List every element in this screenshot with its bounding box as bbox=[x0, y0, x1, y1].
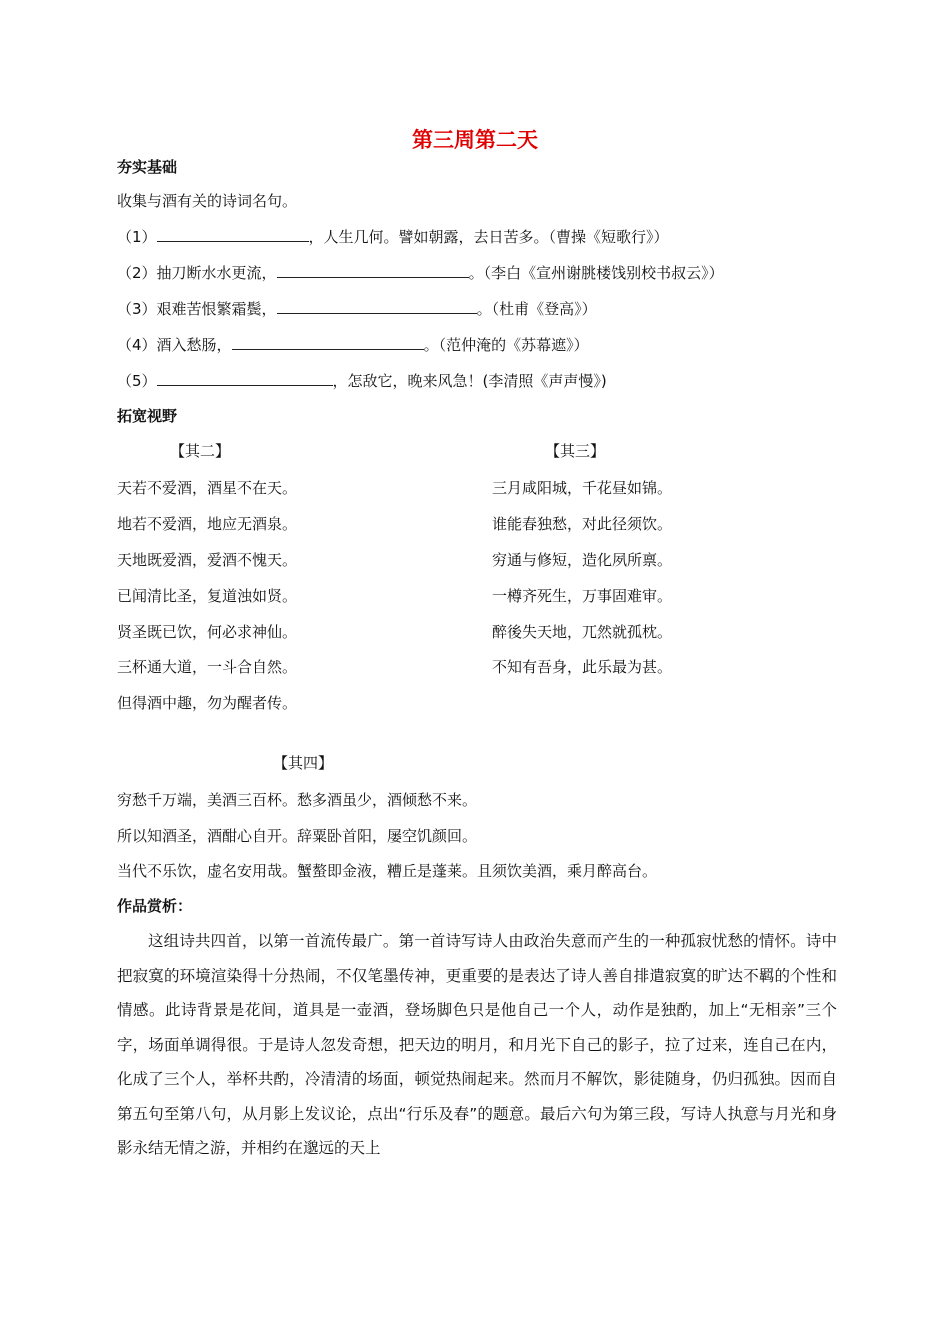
fill-item-4 bbox=[117, 333, 589, 355]
poem4-line: 所以知酒圣，酒酣心自开。辞粟卧首阳，屡空饥颜回。 bbox=[117, 827, 478, 845]
poem2-title: 【其二】 bbox=[170, 442, 231, 460]
poem3-line: 三月咸阳城，千花昼如锦。 bbox=[492, 479, 673, 497]
item-before: 抽刀断水水更流， bbox=[156, 264, 277, 282]
poem2-line: 已闻清比圣，复道浊如贤。 bbox=[117, 587, 298, 605]
item-after: 。（杜甫《登高》） bbox=[476, 300, 597, 318]
fill-item-1 bbox=[117, 225, 669, 247]
poem2-line: 地若不爱酒，地应无酒泉。 bbox=[117, 515, 298, 533]
item-after: ，人生几何。譬如朝露，去日苦多。（曹操《短歌行》） bbox=[308, 228, 669, 246]
poem3-line: 谁能春独愁，对此径须饮。 bbox=[492, 515, 673, 533]
answer-blank-3[interactable] bbox=[277, 297, 477, 314]
item-number: （3） bbox=[117, 300, 157, 318]
poem3-line: 不知有吾身，此乐最为甚。 bbox=[492, 658, 673, 676]
poem3-line: 一樽齐死生，万事固难审。 bbox=[492, 587, 673, 605]
item-after: ，怎敌它，晚来风急！(李清照《声声慢》) bbox=[332, 372, 607, 390]
poem3-line: 醉後失天地，兀然就孤枕。 bbox=[492, 623, 673, 641]
section-heading-broaden: 拓宽视野 bbox=[117, 407, 178, 425]
item-before: 酒入愁肠， bbox=[156, 336, 232, 354]
answer-blank-2[interactable] bbox=[277, 261, 469, 278]
poem3-line: 穷通与修短，造化夙所禀。 bbox=[492, 551, 673, 569]
item-after: 。（范仲淹的《苏幕遮》） bbox=[423, 336, 589, 354]
poem4-line: 当代不乐饮，虚名安用哉。蟹螯即金液，糟丘是蓬莱。且须饮美酒，乘月醉高台。 bbox=[117, 862, 658, 880]
page-title: 第三周第二天 bbox=[412, 128, 538, 152]
poem3-title: 【其三】 bbox=[545, 442, 606, 460]
poem2-line: 但得酒中趣，勿为醒者传。 bbox=[117, 694, 298, 712]
section-heading-basics: 夯实基础 bbox=[117, 158, 178, 176]
item-number: （2） bbox=[117, 264, 157, 282]
item-before: 艰难苦恨繁霜鬓， bbox=[156, 300, 277, 318]
answer-blank-5[interactable] bbox=[157, 369, 333, 386]
poem2-line: 天地既爱酒，爱酒不愧天。 bbox=[117, 551, 298, 569]
poem2-line: 三杯通大道，一斗合自然。 bbox=[117, 658, 298, 676]
poem2-line: 贤圣既已饮，何必求神仙。 bbox=[117, 623, 298, 641]
fill-item-2 bbox=[117, 261, 724, 283]
item-number: （1） bbox=[117, 228, 157, 246]
fill-item-5 bbox=[117, 369, 607, 391]
item-after: 。（李白《宣州谢朓楼饯别校书叔云》） bbox=[468, 264, 724, 282]
poem4-title: 【其四】 bbox=[273, 754, 334, 772]
item-number: （5） bbox=[117, 372, 157, 390]
answer-blank-4[interactable] bbox=[232, 333, 424, 350]
appreciation-paragraph: 这组诗共四首，以第一首流传最广。第一首诗写诗人由政治失意而产生的一种孤寂忧愁的情怀。诗中把寂寞的环境渲染得十分热闹，不仅笔墨传神，更重要的是表达了诗人善自排遣寂寞的旷达不羁的个性和情感。此诗背景是花间，道具是一壶酒，登场脚色只是他自己一个人，动作是独酌，加上“无相亲”三个字，场面单调得很。于是诗人忽发奇想，把天边的明月，和月光下自己的影子，拉了过来，连自己在内，化成了三个人，举杯共酌，冷清清的场面，顿觉热闹起来。然而月不解饮，影徒随身，仍归孤独。因而自第五句至第八句，从月影上发议论，点出“行乐及春”的题意。最后六句为第三段，写诗人执意与月光和身影永结无情之游，并相约在邈远的天上 bbox=[117, 932, 837, 1157]
section-heading-appreciation: 作品赏析： bbox=[117, 897, 193, 915]
item-number: （4） bbox=[117, 336, 157, 354]
fill-item-3 bbox=[117, 297, 597, 319]
poem4-line: 穷愁千万端，美酒三百杯。愁多酒虽少，酒倾愁不来。 bbox=[117, 791, 478, 809]
poem2-line: 天若不爱酒，酒星不在天。 bbox=[117, 479, 298, 497]
section-intro: 收集与酒有关的诗词名句。 bbox=[117, 192, 298, 210]
answer-blank-1[interactable] bbox=[157, 225, 309, 242]
